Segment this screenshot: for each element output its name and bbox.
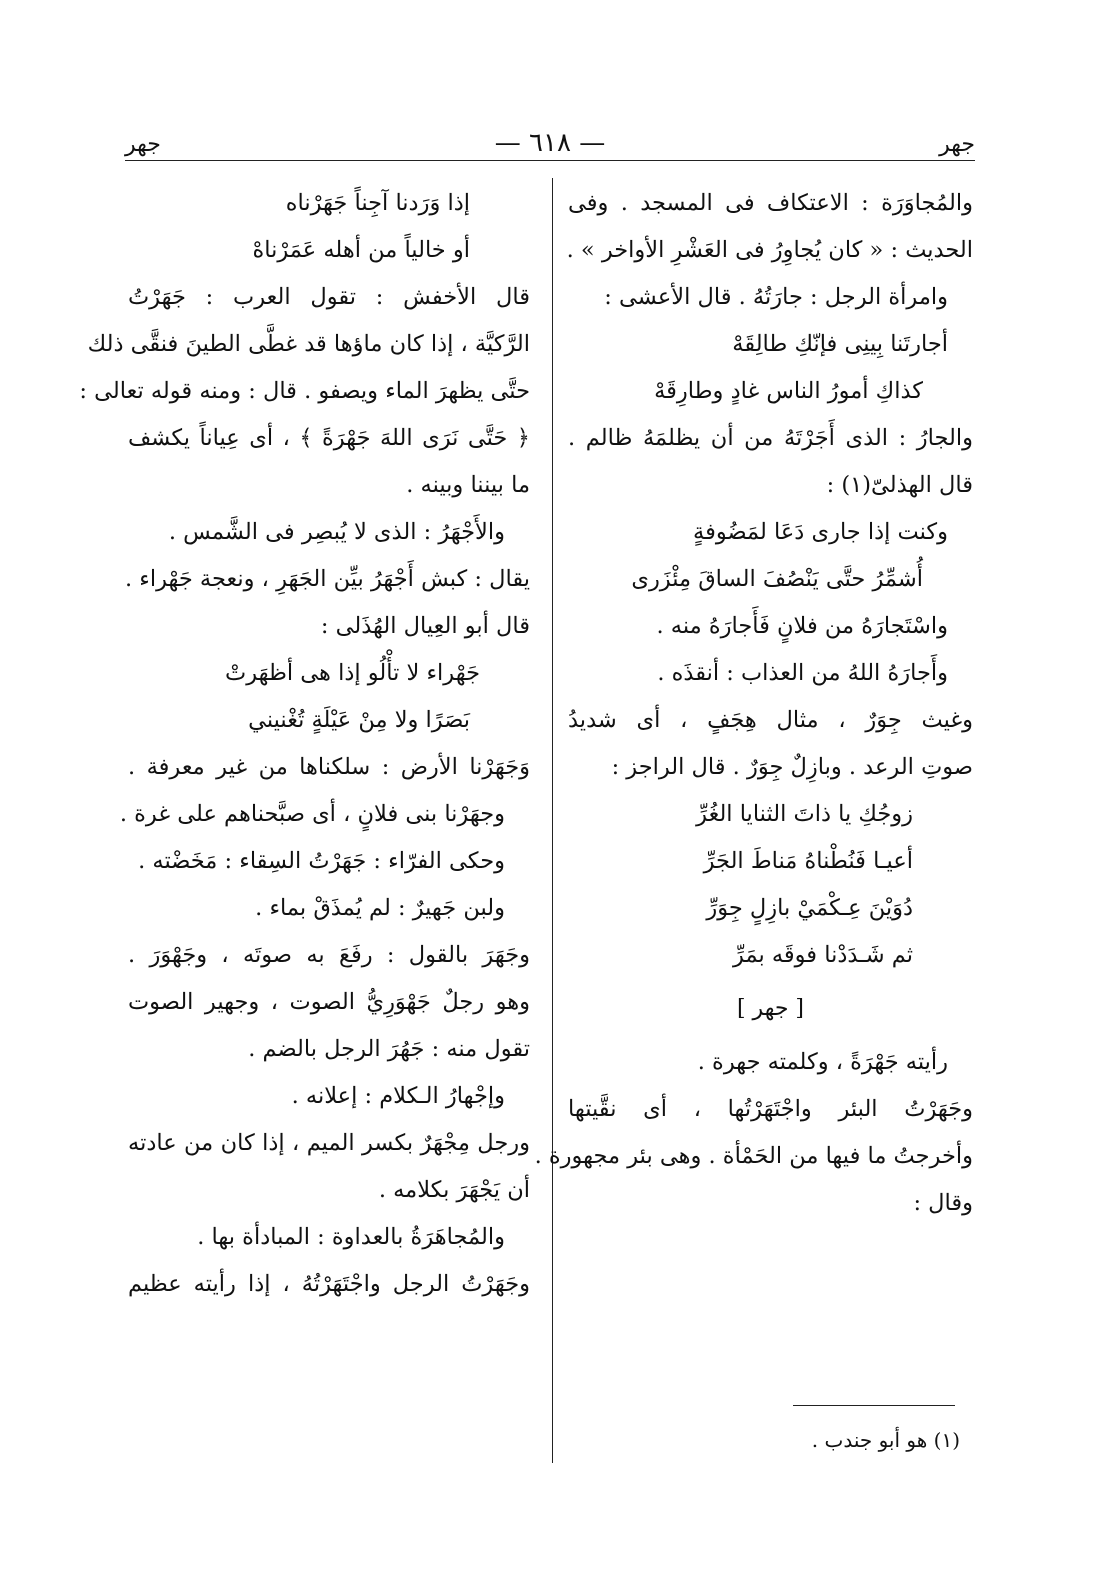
- verse-line: زوجُكِ يا ذاتَ الثنايا الغُرِّ: [696, 801, 913, 827]
- section-heading: [ جهر ]: [736, 996, 805, 1021]
- verse-line: أعيـا فَنُطْناهُ مَناطَ الجَرِّ: [703, 848, 913, 874]
- text-line: وجَهَرْتُ الرجل واجْتَهَرْتُهُ ، إذا رأيته عظيم: [128, 1271, 530, 1297]
- text-line: وأخرجتُ ما فيها من الحَمْأة . وهى بئر مجهورة .: [534, 1143, 973, 1169]
- text-line: وهو رجلٌ جَهْوَرِيُّ الصوت ، وجهير الصوت: [128, 989, 530, 1015]
- text-line: ما بيننا وبينه .: [406, 472, 530, 498]
- verse-line: أو خالياً من أهله عَمَرْناهْ: [252, 237, 470, 263]
- text-line: الحديث : « كان يُجاوِرُ فى العَشْرِ الأواخر » .: [566, 237, 973, 263]
- text-line: والمُجاهَرَةُ بالعداوة : المبادأة بها .: [197, 1224, 505, 1250]
- text-line: وإجْهارُ الـكلام : إعلانه .: [291, 1083, 505, 1109]
- page-header: [125, 122, 975, 162]
- verse-line: أجارتَنا بِينِى فإنّكِ طالِقَهْ: [732, 331, 948, 357]
- verse-line: دُوَيْنَ عِـكْمَيْ بازِلٍ جِوَرِّ: [706, 895, 913, 921]
- right-column: [534, 180, 973, 1227]
- text-line: ﴿ حَتَّى نَرَى اللهَ جَهْرَةً ﴾ ، أى عِياناً يكشف: [128, 425, 530, 451]
- header-entry-word-right: جهر: [939, 132, 975, 157]
- text-line: قال أبو العِيال الهُذَلى :: [320, 613, 530, 639]
- text-line: وجَهَرَ بالقول : رفَعَ به صوتَه ، وجَهْوَرَ .: [128, 942, 530, 968]
- text-line: وامرأة الرجل : جارَتُهُ . قال الأعشى :: [604, 284, 948, 310]
- text-line: والمُجاوَرَة : الاعتكاف فى المسجد . وفى: [568, 190, 973, 216]
- text-line: أن يَجْهَرَ بكلامه .: [378, 1177, 530, 1203]
- footnote: (١) هو أبو جندب .: [811, 1428, 960, 1452]
- text-line: صوتِ الرعد . وبازِلٌ جِوَرٌ . قال الراجز :: [611, 754, 973, 780]
- text-line: حتَّى يظهرَ الماء ويصفو . قال : ومنه قوله تعالى :: [79, 378, 530, 404]
- footnote-rule: [793, 1405, 955, 1406]
- text-line: واسْتَجارَهُ من فلانٍ فَأَجارَهُ منه .: [656, 613, 948, 639]
- text-line: وحكى الفرّاء : جَهَرْتُ السِقاء : مَخَضْته .: [138, 848, 505, 874]
- verse-line: جَهْراء لا تأْلُو إذا هى أظهَرتْ: [225, 660, 480, 686]
- verse-line: وكنت إذا جارى دَعَا لمَضُوفةٍ: [693, 519, 948, 545]
- text-line: رأيته جَهْرَةً ، وكلمته جهرة .: [697, 1049, 948, 1075]
- text-line: وجَهَرْتُ البئر واجْتَهَرْتُها ، أى نقَّيتها: [568, 1096, 973, 1122]
- header-rule: [125, 160, 975, 161]
- text-line: والجارُ : الذى أَجَرْتَهُ من أن يظلمَهُ ظالم .: [568, 425, 973, 451]
- text-line: قال الهذلىّ(١) :: [826, 472, 973, 498]
- text-line: وأَجارَهُ اللهُ من العذاب : أنقذَه .: [657, 660, 948, 686]
- page-number: — ٦١٨ —: [494, 128, 606, 158]
- text-line: وقال :: [913, 1190, 973, 1216]
- verse-line: ثم شَـدَدْنا فوقَه بمَرِّ: [733, 942, 913, 968]
- verse-line: كذاكِ أمورُ الناس غادٍ وطارِقَهْ: [654, 378, 923, 404]
- left-column: [79, 180, 530, 1308]
- verse-line: بَصَرًا ولا مِنْ عَيْلَةٍ تُغْنيني: [248, 707, 470, 733]
- verse-line: إذا وَرَدنا آجِناً جَهَرْناه: [285, 190, 470, 216]
- verse-line: أُشمِّرُ حتَّى يَنْصُفَ الساقَ مِئْزَرى: [631, 566, 923, 592]
- text-line: وجهَرْنا بنى فلانٍ ، أى صبَّحناهم على غرة .: [119, 801, 505, 827]
- text-line: ورجل مِجْهَرٌ بكسر الميم ، إذا كان من عادته: [128, 1130, 530, 1156]
- text-line: الرَّكيَّة ، إذا كان ماؤها قد غطَّى الطينَ فنقَّى ذلك: [87, 331, 530, 357]
- text-line: وَجَهَرْنا الأرض : سلكناها من غير معرفة .: [128, 754, 530, 780]
- column-divider: [552, 178, 553, 1463]
- header-entry-word-left: جهر: [125, 132, 161, 157]
- text-line: والأَجْهَرُ : الذى لا يُبصِر فى الشَّمس .: [168, 519, 505, 545]
- text-line: ولبن جَهيرٌ : لم يُمذَقْ بماء .: [255, 895, 505, 921]
- text-line: قال الأخفش : تقول العرب : جَهَرْتُ: [128, 284, 530, 310]
- text-line: وغيث جِوَرٌ ، مثال هِجَفٍ ، أى شديدُ: [568, 707, 973, 733]
- text-line: تقول منه : جَهُرَ الرجل بالضم .: [248, 1036, 530, 1062]
- text-line: يقال : كبش أَجْهَرُ بيِّن الجَهَرِ ، ونعجة جَهْراء .: [124, 566, 530, 592]
